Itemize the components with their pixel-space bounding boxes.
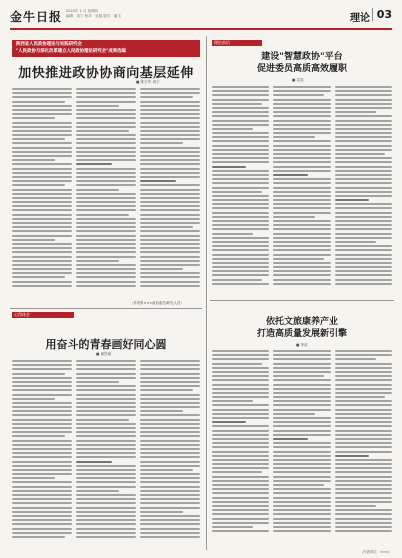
issue-editors: 编辑：周宁 校对：吴娟 版式：蒲飞 — [66, 14, 121, 18]
author-note: （作者单位：×××） — [359, 550, 392, 554]
text-column — [335, 350, 392, 546]
article-headline — [212, 51, 392, 75]
banner-kicker-1: 陕西省人民政协理论与实践研究会 — [16, 42, 82, 47]
article-headline: 用奋斗的青春画好同心圆 — [45, 338, 167, 351]
article-banner — [12, 40, 200, 57]
article-byline: ■ 谢思敏 — [96, 352, 112, 356]
newspaper-logo: 金牛日报 — [10, 10, 63, 24]
text-column — [273, 350, 330, 546]
article-body — [212, 86, 392, 296]
masthead — [10, 6, 392, 30]
article-body — [12, 88, 200, 298]
text-column — [212, 86, 269, 296]
section-divider — [10, 308, 202, 309]
headline-line-2: 促进委员高质高效履职 — [256, 64, 347, 74]
column-tag: 理论前沿 — [212, 40, 262, 46]
column-tag: 心得体会 — [12, 312, 74, 318]
article-byline: ■ 李政 — [296, 343, 308, 347]
text-column — [12, 360, 72, 550]
issue-date: 2025年 1 月 星期四 — [66, 9, 98, 13]
section-title: 理论 — [350, 13, 370, 24]
article-byline: ■ 陈宏军 周宁 — [136, 80, 160, 84]
text-column — [76, 360, 136, 550]
text-column — [140, 88, 200, 298]
headline-line-1: 建设"智慧政协"平台 — [261, 52, 343, 62]
author-note: （作者系×××政协委员/研究人员） — [130, 301, 184, 305]
headline-line-1: 依托文旅康养产业 — [265, 317, 338, 327]
text-column — [140, 360, 200, 550]
text-column — [335, 86, 392, 296]
article-body — [212, 350, 392, 546]
article-headline: 加快推进政协协商向基层延伸 — [18, 66, 194, 81]
section-divider — [210, 300, 394, 301]
text-column — [273, 86, 330, 296]
article-byline: ■ 袁凯 — [292, 78, 304, 82]
issue-info — [66, 9, 186, 19]
text-column — [76, 88, 136, 298]
banner-kicker-2: "人民政协与深化改革建立人民政协理论研究会"成果选编 — [16, 48, 126, 54]
column-divider — [206, 36, 207, 550]
text-column — [212, 350, 269, 546]
headline-line-2: 打造高质量发展新引擎 — [256, 329, 347, 339]
article-headline — [212, 316, 392, 340]
text-column — [12, 88, 72, 298]
article-body — [12, 360, 200, 550]
page-number: 03 — [372, 8, 392, 21]
